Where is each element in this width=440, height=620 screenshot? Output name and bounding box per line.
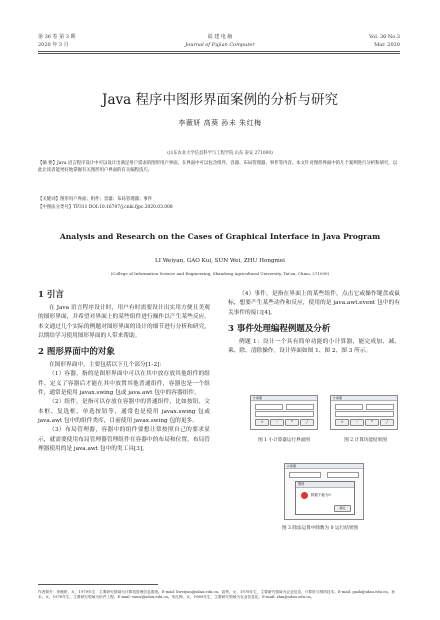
result-input[interactable] (255, 411, 314, 417)
window-titlebar (251, 396, 317, 401)
paper-abstract: 【摘 要】Java 语言程序设计中可以设计出满足用户需求的图形用户界面，在界面中可以包含组件、容器、布局管理器、事件等内容。本文针对图形界面中的几个案例进行分析和研究，以此让读者能更好地掌握有关图形用户界面的有关编程技巧。 (38, 161, 398, 173)
divide-button[interactable]: / (380, 419, 394, 426)
window-title: 计算器 (333, 396, 343, 400)
window-titlebar (285, 464, 363, 469)
journal-name-en: Journal of Fujian Computer (185, 42, 255, 48)
header-date-en: Mar. 2020 (374, 42, 400, 48)
window-titlebar (331, 396, 397, 401)
left-column (38, 290, 210, 454)
subtract-button[interactable]: - (270, 419, 284, 426)
paper-authors: 李薇妍 高葵 孙未 朱红梅 (178, 119, 262, 127)
section-2-item: （3）布局管理器，容器中的组件要想让常按照自己的要求显示，就需要使用布局管理器管理组件在容器中的布局和位置，布局管理器使用的是 java.awt 包中的类工具[3]。 (38, 427, 210, 452)
divide-button[interactable]: / (300, 419, 314, 426)
result-input[interactable] (335, 411, 394, 417)
error-icon (301, 492, 308, 499)
dialog-ok-button[interactable]: 确定 (334, 505, 351, 512)
operand-2-input[interactable] (286, 404, 314, 410)
footnote-rule (38, 584, 158, 585)
dialog-title: 错误 (296, 482, 354, 488)
header-date: 2020 年 3 月 (38, 42, 69, 48)
paper-title: Java 程序中图形界面案例的分析与研究 (102, 92, 338, 108)
section-2-intro: 在图形界面中，主要包括以下几个部分[1-2]： (49, 362, 165, 369)
journal-name-cn: 福 建 电 脑 (207, 34, 233, 40)
section-1-paragraph: 在 Java 语言程序设计时，用户有时需要设计出实用方便且美观的图形界面，并希望对界面上的某些组件进行操作以产生某些反应。本文通过几个实际的例题对图形界面的设计的细节进行分析和研究，以期给学习使用图形界面的人带来帮助。 (38, 305, 210, 339)
figure-2-calculator-window (330, 395, 398, 430)
figure-2-caption: 图 2 计算功能结果图 (344, 438, 387, 443)
section-1-heading: 1 引言 (38, 290, 64, 300)
english-authors: LI Weiyan, GAO Kui, SUN Wei, ZHU Hongmei (155, 258, 285, 264)
operand-2-input[interactable] (366, 404, 394, 410)
error-dialog (295, 481, 355, 515)
window-title: 计算器 (253, 396, 263, 400)
window-title: 计算器 (287, 464, 297, 468)
operand-2-input[interactable] (327, 472, 359, 478)
operand-1-input[interactable] (335, 404, 363, 410)
figure-1-calculator-window (250, 395, 318, 430)
header-volume-en: Vol. 36 No.3 (369, 34, 400, 40)
figure-3-caption: 图 3 除法运算中除数为 0 运行结果图 (281, 526, 358, 531)
paper-keywords: 【关键词】图形用户界面；组件；容器；布局管理器；事件 (38, 197, 153, 202)
english-title: Analysis and Research on the Cases of Graphical Interface in Java Program (59, 232, 381, 241)
section-3-heading: 3 事件处理编程例题及分析 (228, 323, 331, 334)
figure-3-calculator-window (284, 463, 364, 520)
figure-1-caption: 图 1 小计算器运行界面图 (258, 438, 310, 443)
section-2-heading: 2 图形界面中的对象 (38, 347, 115, 358)
section-2-item: （4）事件，是指在界面上的某些组件，点击它或操作键盘或鼠标，想要产生某些动作和反应，使用的是 java.awt.event 包中的有关事件的接口[4]。 (228, 291, 400, 316)
multiply-button[interactable]: * (365, 419, 379, 426)
author-footnote: 作者简介：李薇妍，女，1979年生，主要研究领域为计算机管理信息系统。E-mail: liweiyan@sdau.edu.cn。高葵，女，1978年生，主要研究领域为农业信息，计算机与网络技术。E-mail: gaok@sdau.edu.cn。孙未，女，1978年生，主要研究领域为软件工程。E-mail: sunw@sdau.edu.cn。朱红梅，女，1969年生，主要研究领域为农业信息化。E-mail: zhm@sdau.edu.cn。 (38, 590, 396, 600)
header-rule-thin (38, 53, 400, 54)
dialog-message: 除数不能为0 (311, 493, 331, 497)
operand-1-input[interactable] (255, 404, 283, 410)
paper-affiliation: (山东农业大学信息科学与工程学院 山东 泰安 271000) (167, 151, 273, 156)
section-2-item: （1）容器，指的是图形界面中可以在其中放存放其他组件的组件，定义了容器后才能在其中放置其他普通组件，容器也是一个组件，通常是使用 javax.swing 包或 java.awt 包中的容器组件。 (38, 371, 210, 397)
right-column (228, 290, 400, 356)
header-rule (38, 51, 400, 52)
add-button[interactable]: + (255, 419, 269, 426)
add-button[interactable]: + (335, 419, 349, 426)
multiply-button[interactable]: * (285, 419, 299, 426)
operand-1-input[interactable] (289, 472, 321, 478)
section-2-item: （2）组件，是指可以存放在容器中的普通组件，比如按钮、文本框、复选框、单选按钮等，通常也是使用 javax.swing 包或 java.awt 包中的组件类库，目前使用 javax.swing 包的更多。 (38, 399, 210, 424)
section-3-paragraph: 例题 1：设计一个具有简单功能的小计算器，能完成加、减、乘、除、清除操作。设计界面如图 1、图 2、图 3 所示。 (228, 338, 400, 355)
paper-clc: 【中图法分类号】TP311 DOI:10.16707/j.cnki.fjpc.2020.03.008 (38, 205, 173, 210)
subtract-button[interactable]: - (350, 419, 364, 426)
header-volume: 第 36 卷 第 3 期 (38, 34, 76, 40)
english-affiliation: (College of Information Science and Engineering, Shandong Agricultural University, Tai'an, China, 271000) (110, 271, 330, 276)
